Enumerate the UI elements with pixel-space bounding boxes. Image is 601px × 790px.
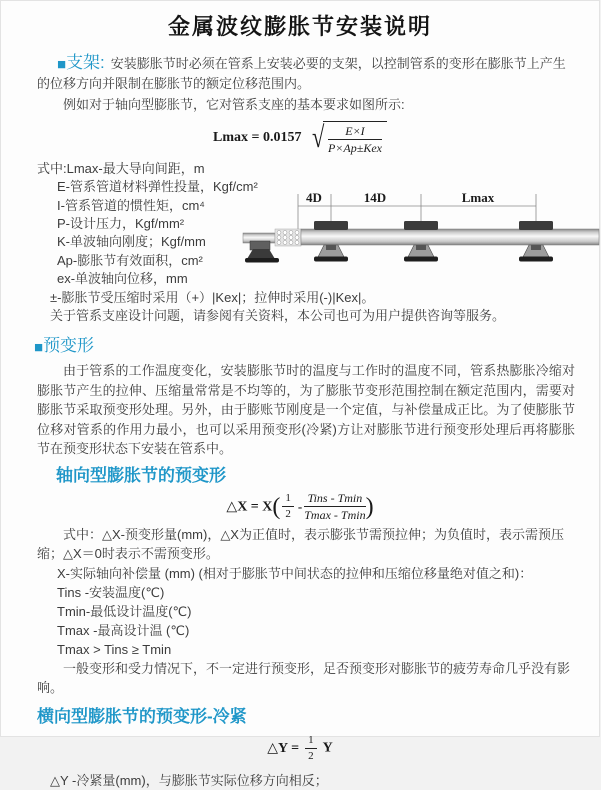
lateral-formula-rhs: Y <box>322 740 333 756</box>
bellows-expansion-joint <box>275 229 301 246</box>
predeform-section-heading-row <box>34 335 575 359</box>
sqrt-radical <box>310 120 387 156</box>
temp-frac-denominator: Tmax - Tmin <box>304 508 366 523</box>
axial-definition-line: X-实际轴向补偿量 (mm) (相对于膨胀节中间状态的拉伸和压缩位移量绝对值之和)： <box>57 565 533 581</box>
lateral-frac-denominator: 2 <box>308 749 314 762</box>
axial-definition-line: Tmin-最低设计温度(℃) <box>57 603 192 619</box>
page-title: 金属波纹膨胀节安装说明 <box>167 14 432 39</box>
lmax-formula <box>1 120 599 156</box>
definition-line: ex-单波轴向位移，mm <box>57 271 188 287</box>
open-paren: ( <box>272 493 281 520</box>
definition-line: Ap-膨胀节有效面积，cm² <box>57 252 203 268</box>
axial-definition-line: Tins -安装温度(℃) <box>57 584 165 600</box>
axial-formula-lhs: △X = X <box>226 499 273 515</box>
axial-explain-paragraph: 式中：△X-预变形量(mm)，△X为正值时，表示膨张节需预拉伸；为负值时，表示需预压缩；△X＝0时表示不需预变形。 <box>37 526 564 562</box>
definition-line: K-单波轴向刚度；Kgf/mm <box>57 234 206 250</box>
main-pipe <box>301 229 599 245</box>
definition-line: ±-膨胀节受压缩时采用（+）|Kex|；拉伸时采用(-)|Kex|。 <box>50 289 375 305</box>
service-note-line: 关于管系支座设计问题，请参阅有关资料，本公司也可为用户提供咨询等服务。 <box>50 308 506 324</box>
dimension-label-14d: 14D <box>363 189 387 205</box>
lmax-formula-denominator: P×Ap±Kex <box>327 141 382 156</box>
anchor-support <box>245 241 279 263</box>
lateral-formula-lhs: △Y = <box>267 740 300 756</box>
support-intro-paragraph <box>37 53 575 93</box>
axial-note-line: 一般变形和受力情况下，不一定进行预变形，足否预变形对膨胀节的疲劳寿命几乎没有影响。 <box>37 660 571 696</box>
section-square-icon: ■ <box>57 56 67 73</box>
axial-definition-line: Tmax -最高设计温 (℃) <box>57 622 190 638</box>
definition-line: E-管系管道材料弹性投量，Kgf/cm² <box>57 179 258 195</box>
support-section-heading: 支架: <box>66 53 105 72</box>
definition-line: I-管系管道的惯性矩，cm⁴ <box>57 197 205 213</box>
support-example-line: 例如对于轴向型膨胀节，它对管系支座的基本要求如图所示: <box>63 97 405 112</box>
axial-predeform-formula <box>1 491 599 523</box>
support-intro-text: 安装膨胀节时必须在管系上安装必要的支架，以控制管系的变形在膨胀节上产生的位移方向并限制在膨胀节的额定位移范围内。 <box>37 56 566 91</box>
section-square-icon: ■ <box>34 339 44 357</box>
lateral-subsection-heading: 横向型膨胀节的预变形-冷紧 <box>37 706 247 726</box>
half-denominator: 2 <box>285 508 291 521</box>
formula-definitions <box>37 160 599 326</box>
definition-line: 式中:Lmax-最大导向间距，m <box>37 160 205 176</box>
definition-line: P-设计压力，Kgf/mm² <box>57 216 185 231</box>
axial-subsection-heading: 轴向型膨胀节的预变形 <box>56 465 226 485</box>
dimension-label-lmax: Lmax <box>461 189 495 205</box>
lateral-coldpull-formula <box>1 734 599 763</box>
lmax-formula-lhs: Lmax = 0.0157 <box>213 129 302 145</box>
minus-sign: - <box>297 498 303 514</box>
predeform-paragraph: 由于管系的工作温度变化，安装膨胀节时的温度与工作时的温度不同，管系热膨胀冷缩对膨胀节产生的拉伸、压缩量常常是不均等的，为了膨胀节变形范围控制在额定范围内，需要对膨胀节采取预变形处理。另外，由于膨账节刚度是一个定值，与补偿量成正比。为了使膨胀节位移对管系的作用力最小，也可以采用预变形(冷紧)方让对膨胀节进行预变形处理后再将膨胀节在预变形状态下安装在管系中。 <box>37 363 575 457</box>
pipe-support-diagram <box>243 190 601 268</box>
lateral-frac-numerator: 1 <box>305 734 317 749</box>
radical-sign-icon: √ <box>311 120 324 154</box>
half-numerator: 1 <box>282 492 294 507</box>
lmax-formula-numerator: E×I <box>328 124 382 140</box>
lateral-note-line: △Y -冷紧量(mm)，与膨胀节实际位移方向相反； <box>50 773 328 789</box>
dimension-label-4d: 4D <box>306 189 322 205</box>
temp-frac-numerator: Tins - Tmin <box>304 491 365 507</box>
predeform-section-heading: 预变形 <box>43 336 95 356</box>
axial-definition-line: Tmax > Tins ≥ Tmin <box>57 641 172 657</box>
close-paren: ) <box>365 493 374 520</box>
